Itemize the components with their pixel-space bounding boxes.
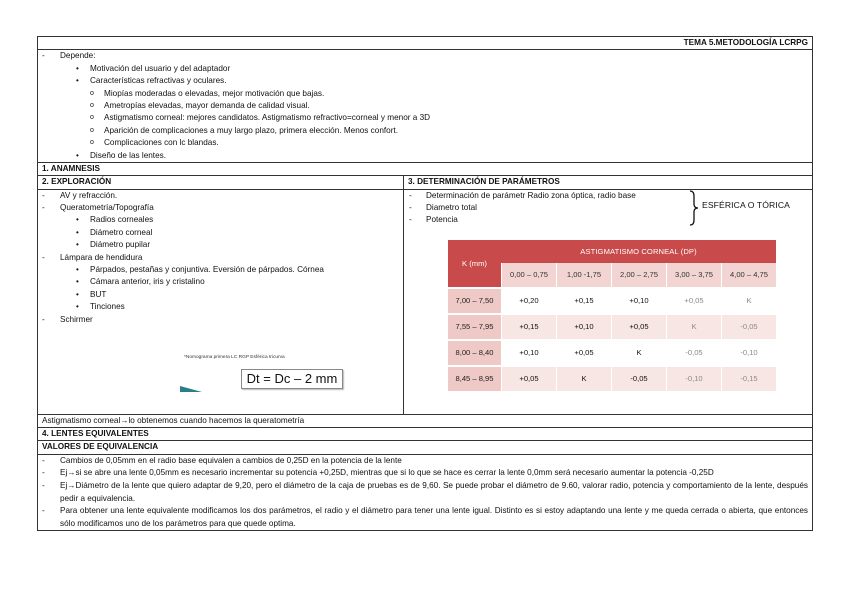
- list-item-text: Para obtener una lente equivalente modificamos los dos parámetros, el radio y el diámetro para tener una lente igual. Distinto es si estoy adaptando una lente y me queda cerrada o abierta, que entonces sólo modificamos uno de los parámetros para que quede optima.: [60, 506, 808, 528]
- dash-marker: -: [42, 314, 45, 324]
- list-item: [38, 505, 812, 530]
- dash-marker: -: [42, 203, 45, 213]
- anamnesis-heading: 1. ANAMNESIS: [42, 163, 100, 173]
- list-item: [38, 252, 403, 264]
- table-row: [448, 365, 776, 391]
- list-item-text: AV y refracción.: [60, 190, 118, 200]
- table-header-row: [448, 240, 776, 263]
- value-cell: +0,05: [611, 313, 666, 339]
- k-header: K (mm): [448, 240, 501, 287]
- list-item: o Miopías moderadas o elevadas, mejor motivación que bajas.: [38, 88, 812, 100]
- value-cell: -0,15: [721, 365, 776, 391]
- depende-list: [38, 63, 812, 162]
- value-cell: -0,10: [721, 339, 776, 365]
- valores-heading-row: [38, 441, 812, 454]
- list-item: • Motivación del usuario y del adaptador: [38, 63, 812, 75]
- list-item: [38, 314, 403, 326]
- value-cell: -0,10: [666, 365, 721, 391]
- list-item: • Párpados, pestañas y conjuntiva. Eversión de párpados. Córnea: [38, 264, 403, 276]
- page-title: TEMA 5.METODOLOGÍA LCRPG: [683, 38, 808, 47]
- column-header: 3,00 – 3,75: [666, 263, 721, 287]
- list-item-text: Cambios de 0,05mm en el radio base equivalen a cambios de 0,25D en la potencia de la lente: [60, 455, 402, 465]
- valores-heading: VALORES DE EQUIVALENCIA: [42, 442, 159, 452]
- list-item: [38, 467, 812, 480]
- list-item: • Cámara anterior, iris y cristalino: [38, 276, 403, 288]
- lentes-heading: 4. LENTES EQUIVALENTES: [42, 429, 149, 439]
- value-cell: +0,05: [501, 365, 556, 391]
- column-header: 1,00 -1,75: [556, 263, 611, 287]
- k-cell: 8,00 – 8,40: [448, 339, 501, 365]
- formula-box: Dt = Dc – 2 mm: [241, 369, 343, 389]
- astig-note-row: [38, 415, 812, 428]
- astig-header: ASTIGMATISMO CORNEAL (DP): [501, 240, 776, 263]
- list-item: • Diseño de las lentes.: [38, 150, 812, 162]
- dash-marker: -: [42, 190, 45, 200]
- list-item-text: Ej→si se abre una lente 0,05mm es necesario incrementar su potencia +0,25D, mientras que si lo que se hace es cerrar la lente 0,0mm será necesario aumentar la potencia -0,25D: [60, 468, 714, 478]
- depende-section: [38, 50, 812, 163]
- table-row: [448, 339, 776, 365]
- list-item: o Ametropías elevadas, mayor demanda de calidad visual.: [38, 100, 812, 112]
- list-item: o Complicaciones con lc blandas.: [38, 137, 812, 149]
- lentes-row: [38, 428, 812, 441]
- table-body: [448, 287, 776, 391]
- value-cell: K: [666, 313, 721, 339]
- table-row: [448, 287, 776, 313]
- title-row: [38, 37, 812, 50]
- value-cell: +0,05: [666, 287, 721, 313]
- curly-brace-icon: [689, 190, 699, 226]
- determinacion-heading: 3. DETERMINACIÓN DE PARÁMETROS: [408, 177, 560, 187]
- value-cell: K: [721, 287, 776, 313]
- exploracion-list: [38, 190, 403, 326]
- table-row: [448, 313, 776, 339]
- list-item-text: Schirmer: [60, 314, 93, 324]
- value-cell: +0,20: [501, 287, 556, 313]
- dash-marker: -: [42, 506, 45, 516]
- list-item: [38, 190, 403, 202]
- value-cell: +0,10: [556, 313, 611, 339]
- valores-list: [38, 455, 812, 531]
- column-header: 2,00 – 2,75: [611, 263, 666, 287]
- dash-marker: -: [42, 51, 45, 61]
- list-item: • Tinciones: [38, 301, 403, 313]
- esferica-label: ESFÉRICA O TÓRICA: [702, 199, 790, 210]
- list-item: [38, 480, 812, 505]
- value-cell: -0,05: [721, 313, 776, 339]
- list-item-text: Ej→Diámetro de la lente que quiero adaptar de 9,20, pero el diámetro de la caja de pruebas es de 9,60. Se puede probar el diámetro de 9.60, valorar radio, potencia y comportamiento de la lente, después pedir a equivalencia.: [60, 481, 808, 503]
- dash-marker: -: [42, 455, 45, 465]
- list-item: - Diametro total: [404, 202, 812, 214]
- k-cell: 7,00 – 7,50: [448, 287, 501, 313]
- value-cell: +0,10: [501, 339, 556, 365]
- value-cell: K: [556, 365, 611, 391]
- column-header: 4,00 – 4,75: [721, 263, 776, 287]
- value-cell: +0,15: [556, 287, 611, 313]
- split-section: [38, 176, 812, 414]
- list-item: o Astigmatismo corneal: mejores candidatos. Astigmatismo refractivo=corneal y menor a 3D: [38, 112, 812, 124]
- value-cell: +0,10: [611, 287, 666, 313]
- astig-note: Astigmatismo corneal→lo obtenemos cuando hacemos la queratometría: [42, 415, 305, 425]
- list-item: - Potencia: [404, 214, 812, 226]
- list-item-text: Queratometría/Topografía: [60, 203, 154, 213]
- exploracion-heading: 2. EXPLORACIÓN: [38, 176, 404, 188]
- list-item: • Características refractivas y oculares.: [38, 75, 812, 87]
- value-cell: -0,05: [666, 339, 721, 365]
- depende-line: [38, 50, 812, 62]
- list-item: [38, 202, 403, 214]
- astigmatism-table: [448, 240, 776, 391]
- exploracion-column: [38, 190, 404, 414]
- list-item: • Radios corneales: [38, 214, 403, 226]
- list-item: o Aparición de complicaciones a muy largo plazo, primera elección. Menos confort.: [38, 125, 812, 137]
- split-headings: [38, 176, 812, 189]
- list-item: • Diámetro corneal: [38, 227, 403, 239]
- value-cell: -0,05: [611, 365, 666, 391]
- document-frame: [37, 36, 813, 531]
- dash-marker: -: [42, 252, 45, 262]
- k-cell: 7,55 – 7,95: [448, 313, 501, 339]
- value-cell: +0,15: [501, 313, 556, 339]
- list-item: - Determinación de parámetr Radio zona óptica, radio base: [404, 190, 812, 202]
- value-cell: +0,05: [556, 339, 611, 365]
- depende-label: Depende:: [60, 51, 96, 61]
- value-cell: K: [611, 339, 666, 365]
- list-item-text: Lámpara de hendidura: [60, 252, 143, 262]
- list-item: • Diámetro pupilar: [38, 239, 403, 251]
- list-item: • BUT: [38, 289, 403, 301]
- anamnesis-row: [38, 163, 812, 176]
- dash-marker: -: [42, 481, 45, 491]
- dash-marker: -: [42, 468, 45, 478]
- determinacion-column: [404, 190, 812, 414]
- k-cell: 8,45 – 8,95: [448, 365, 501, 391]
- valores-section: [38, 455, 812, 531]
- list-item: [38, 455, 812, 468]
- teal-arrow-shape: [180, 386, 202, 392]
- nomograma-note: *Nomograma primera LC RGP Esférica tricurva: [184, 354, 285, 360]
- column-header: 0,00 – 0,75: [501, 263, 556, 287]
